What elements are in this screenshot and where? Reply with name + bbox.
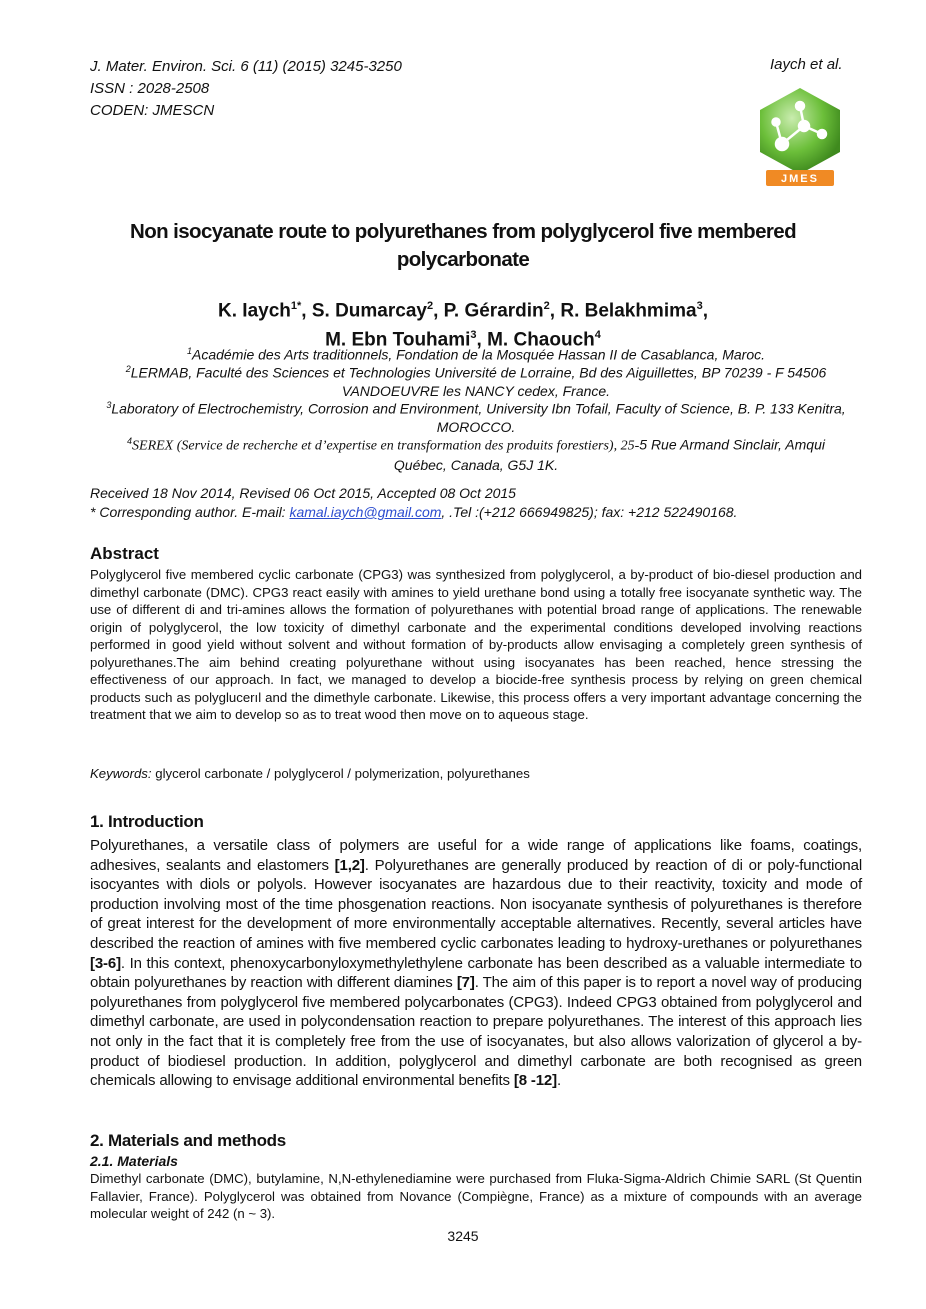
intro-segment: . [556,1072,562,1090]
citation-ref: [3-6] [90,954,121,972]
author-name: P. Gérardin [443,300,544,322]
affiliation-text: Laboratory of Electrochemistry, Corrosion and Environment, University Ibn Tofail, Faculty of Science, B. P. 133 Kenitra, [111,400,846,417]
journal-citation: J. Mater. Environ. Sci. 6 (11) (2015) 3245-3250 [90,58,402,75]
author-affil-mark: 3 [470,329,477,342]
corresponding-author [90,503,737,522]
author-affil-mark: 2 [543,300,550,312]
affiliation-mark: 2 [125,364,131,374]
materials-text: Dimethyl carbonate (DMC), butylamine, N,N-ethylenediamine were purchased from Fluka-Sigma-Aldrich Chimie SARL (St Quentin Fallavier, France). Polyglycerol was obtained from Novance (Compiègne, France) as a mixture of compounds with an average molecular weight of 242 (n ~ 3). [90,1171,862,1221]
affiliation-text: SEREX (Service de recherche et d’expertise en transformation des produits forestiers), 25- [132,438,640,454]
author-name: M. Ebn Touhami [325,329,471,351]
article-history [90,484,737,522]
author-affil-mark: 3 [696,300,703,312]
corresponding-contact: , .Tel :(+212 666949825); fax: +212 522490168. [441,504,738,520]
affiliation-4 [90,432,862,474]
affiliation-text: Académie des Arts traditionnels, Fondation de la Mosquée Hassan II de Casablanca, Maroc. [192,346,766,363]
corresponding-label: * Corresponding author. E-mail: [90,504,290,520]
author-name: S. Dumarcay [311,300,427,322]
intro-segment: . Polyurethanes are generally produced by reaction of di or poly-functional isocyantes with diols or polyols. However isocyanates are hazardous due to their reactivity, toxicity and mode of production involving most of the time phosgenation reactions. Non isocyanate synthesis of polyurethanes is therefore of great interest for the development of more environmentally acceptable alternatives. Recently, several articles have described the reaction of amines with five membered cyclic carbonates leading to hydroxy-urethanes or polyurethanes [90,856,862,952]
paper-title: Non isocyanate route to polyurethanes from polyglycerol five membered polycarbonate [129,220,797,271]
author-affil-mark: 4 [594,329,601,342]
introduction-heading: 1. Introduction [90,812,204,831]
intro-segment: . The aim of this paper is to report a novel way of producing polyurethanes from polyglycerol five membered polycarbonates (CPG3). Indeed CPG3 obtained from polyglycerol and dimethyl carbonate, are used in polycondensation reaction to prepare polyurethanes. The interest of this approach lies not only in the fact that it is completely free from the use of isocyanates, but also allows valorization of glycerol a by-product of biodiesel production. In addition, polyglycerol and dimethyl carbonate are both recognised as green chemicals allowing to envisage additional environmental benefits [90,974,862,1090]
author-list: K. Iaych$^{1*}$, S. Dumarcay$^2$, P. Gérardin$^2$, R. Belakhmima$^3$, M. Ebn Touhami$^3$, M. Chaouch$^4$ [218,300,708,351]
received-dates: Received 18 Nov 2014, Revised 06 Oct 2015, Accepted 08 Oct 2015 [90,485,516,501]
affiliation-text: VANDOEUVRE les NANCY cedex, France. [341,382,611,399]
jmes-logo [752,86,848,190]
intro-segment: Polyurethanes, a versatile class of polymers are useful for a wide range of applications like foams, coatings, adhesives, sealants and elastomers [90,837,862,874]
keywords-label: Keywords: [90,766,152,781]
author-name: K. Iaych [218,300,291,322]
author-affil-mark: 2 [426,300,434,312]
affiliation-text: Québec, Canada, G5J 1K. [393,456,559,473]
introduction-text [90,836,862,1091]
affiliation-text: LERMAB, Faculté des Sciences et Technologies Université de Lorraine, Bd des Aiguillettes, BP 70239 - F 54506 [130,364,827,381]
affiliation-3 [90,396,862,436]
author-affil-mark: 1* [290,300,302,312]
page-number: 3245 [447,1228,479,1244]
running-author: Iaych et al. [770,56,843,73]
abstract-text: Polyglycerol five membered cyclic carbonate (CPG3) was synthesized from polyglycerol, a by-product of bio-diesel production and dimethyl carbonate (DMC). CPG3 react easily with amines to yield urethane bond using a totally free isocyanate synthetic way. The use of different di and tri-amines allows the formation of polyurethanes with potential broad range of applications. The renewable origin of polyglycerol, the low toxicity of dimethyl carbonate and the experimental conditions developed involving reactions performed in good yield without solvent and without formation of by-products allow envisaging a completely green synthesis of polyurethanes.The aim behind creating polyurethane without using isocyanates has been reached, hence stressing the effectiveness of our approach. In fact, we managed to develop a biocide-free synthesis process by relying on green chemical products such as polyglucerıl and the dimethyle carbonate. Likewise, this process offers a very important advantage concerning the treatment that we aim to develop so as to treat wood then move on to aqueous stage. [90,567,862,722]
intro-segment: . In this context, phenoxycarbonyloxymethylethylene carbonate has been described as a valuable intermediate to obtain polyurethanes by reaction with different diamines [90,954,862,992]
affiliation-text: MOROCCO. [436,418,516,435]
journal-issn: ISSN : 2028-2508 [90,80,210,97]
journal-coden: CODEN: JMESCN [90,102,215,119]
keywords [90,766,530,781]
logo-text: JMES [781,173,819,185]
affiliation-2 [90,360,862,400]
citation-ref: [7] [456,974,475,992]
affiliation-mark: 4 [127,436,133,446]
citation-ref: [8 -12] [513,1072,557,1090]
materials-subheading: 2.1. Materials [90,1153,178,1169]
citation-ref: [1,2] [334,856,365,874]
methods-heading: 2. Materials and methods [90,1131,286,1150]
affiliation-mark: 3 [106,400,112,410]
author-name: R. Belakhmima [560,300,697,322]
author-name: M. Chaouch [487,329,595,351]
affiliation-mark: 1 [186,346,192,356]
affiliation-text: 5 Rue Armand Sinclair, Amqui [639,436,825,453]
keywords-text: glycerol carbonate / polyglycerol / polymerization, polyurethanes [151,766,530,781]
abstract-heading: Abstract [90,544,159,563]
author-email-link[interactable]: kamal.iaych@gmail.com [289,504,442,520]
journal-header [90,56,402,122]
